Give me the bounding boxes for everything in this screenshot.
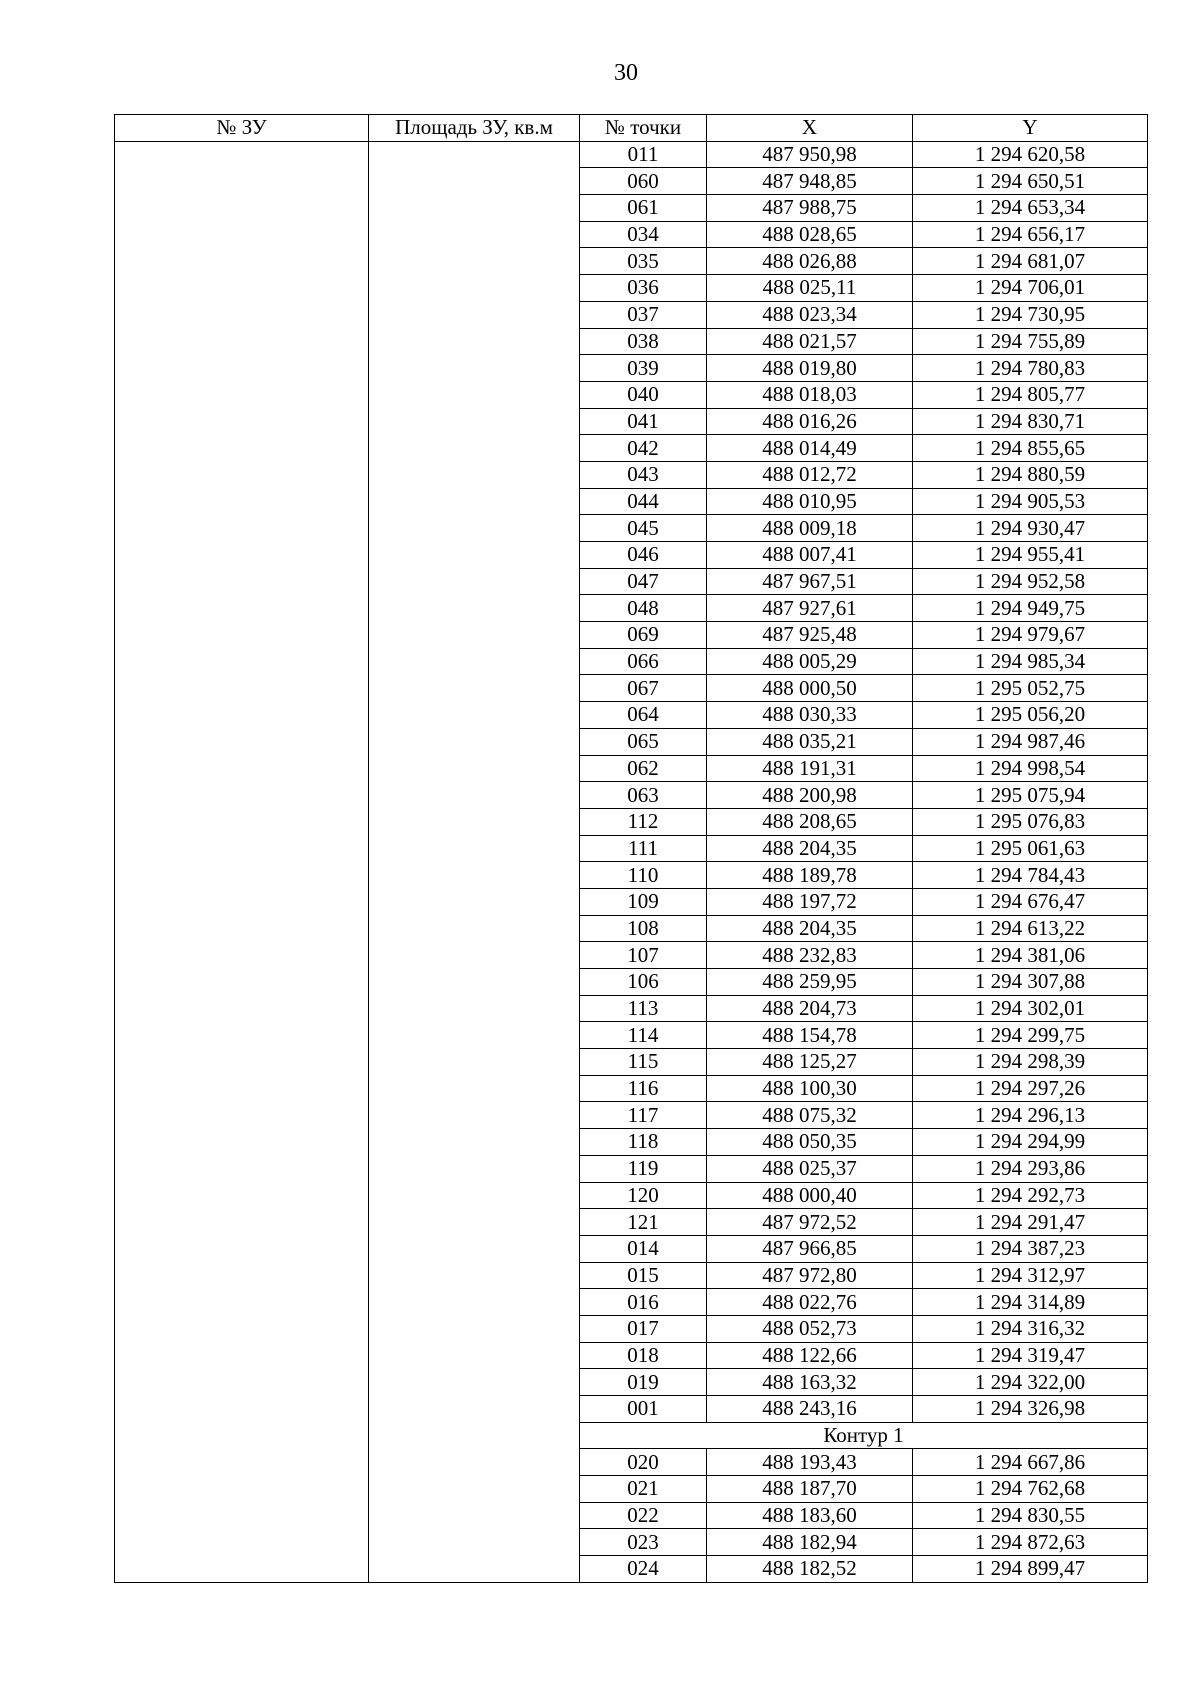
point-number-cell: 015 bbox=[580, 1262, 707, 1289]
point-number-cell: 039 bbox=[580, 355, 707, 382]
point-number-cell: 067 bbox=[580, 675, 707, 702]
point-number-cell: 001 bbox=[580, 1396, 707, 1423]
y-coordinate-cell: 1 294 730,95 bbox=[913, 301, 1148, 328]
y-coordinate-cell: 1 294 656,17 bbox=[913, 221, 1148, 248]
y-coordinate-cell: 1 294 653,34 bbox=[913, 195, 1148, 222]
y-coordinate-cell: 1 294 293,86 bbox=[913, 1155, 1148, 1182]
x-coordinate-cell: 487 950,98 bbox=[707, 141, 913, 168]
point-number-cell: 040 bbox=[580, 381, 707, 408]
x-coordinate-cell: 488 208,65 bbox=[707, 808, 913, 835]
x-coordinate-cell: 488 000,50 bbox=[707, 675, 913, 702]
x-coordinate-cell: 488 154,78 bbox=[707, 1022, 913, 1049]
y-coordinate-cell: 1 294 322,00 bbox=[913, 1369, 1148, 1396]
point-number-cell: 046 bbox=[580, 542, 707, 569]
y-coordinate-cell: 1 294 620,58 bbox=[913, 141, 1148, 168]
y-coordinate-cell: 1 294 872,63 bbox=[913, 1529, 1148, 1556]
point-number-cell: 035 bbox=[580, 248, 707, 275]
y-coordinate-cell: 1 294 307,88 bbox=[913, 969, 1148, 996]
x-coordinate-cell: 488 100,30 bbox=[707, 1075, 913, 1102]
page-number: 30 bbox=[614, 60, 638, 86]
x-coordinate-cell: 488 052,73 bbox=[707, 1315, 913, 1342]
x-coordinate-cell: 488 014,49 bbox=[707, 435, 913, 462]
plot-number-cell bbox=[115, 141, 369, 1582]
point-number-cell: 116 bbox=[580, 1075, 707, 1102]
point-number-cell: 065 bbox=[580, 728, 707, 755]
x-coordinate-cell: 488 026,88 bbox=[707, 248, 913, 275]
y-coordinate-cell: 1 294 979,67 bbox=[913, 622, 1148, 649]
x-coordinate-cell: 488 018,03 bbox=[707, 381, 913, 408]
y-coordinate-cell: 1 295 056,20 bbox=[913, 702, 1148, 729]
table-header-row bbox=[115, 115, 1148, 142]
y-coordinate-cell: 1 294 314,89 bbox=[913, 1289, 1148, 1316]
x-coordinate-cell: 488 023,34 bbox=[707, 301, 913, 328]
y-coordinate-cell: 1 294 667,86 bbox=[913, 1449, 1148, 1476]
point-number-cell: 108 bbox=[580, 915, 707, 942]
y-coordinate-cell: 1 294 987,46 bbox=[913, 728, 1148, 755]
y-coordinate-cell: 1 294 998,54 bbox=[913, 755, 1148, 782]
section-label: Контур 1 bbox=[580, 1422, 1148, 1449]
y-coordinate-cell: 1 294 985,34 bbox=[913, 648, 1148, 675]
table-row bbox=[115, 141, 1148, 168]
y-coordinate-cell: 1 294 805,77 bbox=[913, 381, 1148, 408]
y-coordinate-cell: 1 294 294,99 bbox=[913, 1129, 1148, 1156]
point-number-cell: 062 bbox=[580, 755, 707, 782]
y-coordinate-cell: 1 294 830,55 bbox=[913, 1502, 1148, 1529]
x-coordinate-cell: 487 988,75 bbox=[707, 195, 913, 222]
point-number-cell: 021 bbox=[580, 1476, 707, 1503]
y-coordinate-cell: 1 294 762,68 bbox=[913, 1476, 1148, 1503]
y-coordinate-cell: 1 295 076,83 bbox=[913, 808, 1148, 835]
point-number-cell: 020 bbox=[580, 1449, 707, 1476]
x-coordinate-cell: 488 025,37 bbox=[707, 1155, 913, 1182]
point-number-cell: 066 bbox=[580, 648, 707, 675]
x-coordinate-cell: 487 948,85 bbox=[707, 168, 913, 195]
point-number-cell: 018 bbox=[580, 1342, 707, 1369]
x-coordinate-cell: 487 967,51 bbox=[707, 568, 913, 595]
x-coordinate-cell: 488 025,11 bbox=[707, 275, 913, 302]
point-number-cell: 019 bbox=[580, 1369, 707, 1396]
x-coordinate-cell: 488 021,57 bbox=[707, 328, 913, 355]
point-number-cell: 112 bbox=[580, 808, 707, 835]
x-coordinate-cell: 488 193,43 bbox=[707, 1449, 913, 1476]
point-number-cell: 042 bbox=[580, 435, 707, 462]
y-coordinate-cell: 1 294 312,97 bbox=[913, 1262, 1148, 1289]
y-coordinate-cell: 1 294 681,07 bbox=[913, 248, 1148, 275]
point-number-cell: 047 bbox=[580, 568, 707, 595]
x-coordinate-cell: 488 007,41 bbox=[707, 542, 913, 569]
point-number-cell: 110 bbox=[580, 862, 707, 889]
x-coordinate-cell: 488 204,35 bbox=[707, 835, 913, 862]
x-coordinate-cell: 487 925,48 bbox=[707, 622, 913, 649]
point-number-cell: 113 bbox=[580, 995, 707, 1022]
header-plot-number: № ЗУ bbox=[115, 115, 369, 142]
y-coordinate-cell: 1 294 387,23 bbox=[913, 1235, 1148, 1262]
x-coordinate-cell: 487 927,61 bbox=[707, 595, 913, 622]
point-number-cell: 023 bbox=[580, 1529, 707, 1556]
point-number-cell: 044 bbox=[580, 488, 707, 515]
point-number-cell: 016 bbox=[580, 1289, 707, 1316]
point-number-cell: 115 bbox=[580, 1049, 707, 1076]
y-coordinate-cell: 1 294 949,75 bbox=[913, 595, 1148, 622]
x-coordinate-cell: 488 122,66 bbox=[707, 1342, 913, 1369]
point-number-cell: 038 bbox=[580, 328, 707, 355]
x-coordinate-cell: 488 035,21 bbox=[707, 728, 913, 755]
x-coordinate-cell: 488 010,95 bbox=[707, 488, 913, 515]
x-coordinate-cell: 488 259,95 bbox=[707, 969, 913, 996]
point-number-cell: 011 bbox=[580, 141, 707, 168]
x-coordinate-cell: 488 000,40 bbox=[707, 1182, 913, 1209]
x-coordinate-cell: 488 204,73 bbox=[707, 995, 913, 1022]
x-coordinate-cell: 487 972,52 bbox=[707, 1209, 913, 1236]
y-coordinate-cell: 1 294 755,89 bbox=[913, 328, 1148, 355]
point-number-cell: 061 bbox=[580, 195, 707, 222]
x-coordinate-cell: 488 163,32 bbox=[707, 1369, 913, 1396]
point-number-cell: 024 bbox=[580, 1556, 707, 1583]
y-coordinate-cell: 1 294 298,39 bbox=[913, 1049, 1148, 1076]
x-coordinate-cell: 488 182,94 bbox=[707, 1529, 913, 1556]
y-coordinate-cell: 1 294 784,43 bbox=[913, 862, 1148, 889]
x-coordinate-cell: 488 189,78 bbox=[707, 862, 913, 889]
y-coordinate-cell: 1 294 706,01 bbox=[913, 275, 1148, 302]
x-coordinate-cell: 488 030,33 bbox=[707, 702, 913, 729]
x-coordinate-cell: 488 197,72 bbox=[707, 888, 913, 915]
point-number-cell: 064 bbox=[580, 702, 707, 729]
x-coordinate-cell: 488 022,76 bbox=[707, 1289, 913, 1316]
x-coordinate-cell: 488 019,80 bbox=[707, 355, 913, 382]
point-number-cell: 063 bbox=[580, 782, 707, 809]
y-coordinate-cell: 1 294 291,47 bbox=[913, 1209, 1148, 1236]
point-number-cell: 034 bbox=[580, 221, 707, 248]
y-coordinate-cell: 1 294 297,26 bbox=[913, 1075, 1148, 1102]
y-coordinate-cell: 1 294 880,59 bbox=[913, 461, 1148, 488]
x-coordinate-cell: 488 200,98 bbox=[707, 782, 913, 809]
y-coordinate-cell: 1 294 613,22 bbox=[913, 915, 1148, 942]
y-coordinate-cell: 1 294 302,01 bbox=[913, 995, 1148, 1022]
y-coordinate-cell: 1 294 292,73 bbox=[913, 1182, 1148, 1209]
x-coordinate-cell: 488 243,16 bbox=[707, 1396, 913, 1423]
x-coordinate-cell: 488 125,27 bbox=[707, 1049, 913, 1076]
point-number-cell: 121 bbox=[580, 1209, 707, 1236]
y-coordinate-cell: 1 294 930,47 bbox=[913, 515, 1148, 542]
point-number-cell: 119 bbox=[580, 1155, 707, 1182]
point-number-cell: 111 bbox=[580, 835, 707, 862]
x-coordinate-cell: 488 191,31 bbox=[707, 755, 913, 782]
x-coordinate-cell: 488 204,35 bbox=[707, 915, 913, 942]
y-coordinate-cell: 1 294 955,41 bbox=[913, 542, 1148, 569]
point-number-cell: 043 bbox=[580, 461, 707, 488]
y-coordinate-cell: 1 294 830,71 bbox=[913, 408, 1148, 435]
header-plot-area: Площадь ЗУ, кв.м bbox=[369, 115, 580, 142]
point-number-cell: 060 bbox=[580, 168, 707, 195]
x-coordinate-cell: 488 028,65 bbox=[707, 221, 913, 248]
coordinates-table-body bbox=[115, 141, 1148, 1582]
y-coordinate-cell: 1 295 075,94 bbox=[913, 782, 1148, 809]
x-coordinate-cell: 487 972,80 bbox=[707, 1262, 913, 1289]
point-number-cell: 014 bbox=[580, 1235, 707, 1262]
point-number-cell: 118 bbox=[580, 1129, 707, 1156]
point-number-cell: 022 bbox=[580, 1502, 707, 1529]
y-coordinate-cell: 1 294 899,47 bbox=[913, 1556, 1148, 1583]
y-coordinate-cell: 1 295 061,63 bbox=[913, 835, 1148, 862]
y-coordinate-cell: 1 294 905,53 bbox=[913, 488, 1148, 515]
point-number-cell: 069 bbox=[580, 622, 707, 649]
point-number-cell: 107 bbox=[580, 942, 707, 969]
x-coordinate-cell: 488 009,18 bbox=[707, 515, 913, 542]
plot-area-cell bbox=[369, 141, 580, 1582]
x-coordinate-cell: 488 050,35 bbox=[707, 1129, 913, 1156]
x-coordinate-cell: 488 012,72 bbox=[707, 461, 913, 488]
y-coordinate-cell: 1 294 780,83 bbox=[913, 355, 1148, 382]
y-coordinate-cell: 1 294 319,47 bbox=[913, 1342, 1148, 1369]
point-number-cell: 109 bbox=[580, 888, 707, 915]
y-coordinate-cell: 1 295 052,75 bbox=[913, 675, 1148, 702]
y-coordinate-cell: 1 294 855,65 bbox=[913, 435, 1148, 462]
point-number-cell: 120 bbox=[580, 1182, 707, 1209]
y-coordinate-cell: 1 294 316,32 bbox=[913, 1315, 1148, 1342]
x-coordinate-cell: 488 232,83 bbox=[707, 942, 913, 969]
y-coordinate-cell: 1 294 381,06 bbox=[913, 942, 1148, 969]
x-coordinate-cell: 488 182,52 bbox=[707, 1556, 913, 1583]
x-coordinate-cell: 488 016,26 bbox=[707, 408, 913, 435]
point-number-cell: 017 bbox=[580, 1315, 707, 1342]
header-y: Y bbox=[913, 115, 1148, 142]
point-number-cell: 114 bbox=[580, 1022, 707, 1049]
x-coordinate-cell: 488 187,70 bbox=[707, 1476, 913, 1503]
coordinates-table bbox=[114, 114, 1148, 1583]
x-coordinate-cell: 488 005,29 bbox=[707, 648, 913, 675]
y-coordinate-cell: 1 294 650,51 bbox=[913, 168, 1148, 195]
header-point-number: № точки bbox=[580, 115, 707, 142]
y-coordinate-cell: 1 294 676,47 bbox=[913, 888, 1148, 915]
x-coordinate-cell: 488 075,32 bbox=[707, 1102, 913, 1129]
y-coordinate-cell: 1 294 326,98 bbox=[913, 1396, 1148, 1423]
point-number-cell: 048 bbox=[580, 595, 707, 622]
point-number-cell: 117 bbox=[580, 1102, 707, 1129]
point-number-cell: 036 bbox=[580, 275, 707, 302]
x-coordinate-cell: 488 183,60 bbox=[707, 1502, 913, 1529]
point-number-cell: 041 bbox=[580, 408, 707, 435]
y-coordinate-cell: 1 294 299,75 bbox=[913, 1022, 1148, 1049]
header-x: X bbox=[707, 115, 913, 142]
y-coordinate-cell: 1 294 952,58 bbox=[913, 568, 1148, 595]
point-number-cell: 037 bbox=[580, 301, 707, 328]
point-number-cell: 106 bbox=[580, 969, 707, 996]
x-coordinate-cell: 487 966,85 bbox=[707, 1235, 913, 1262]
y-coordinate-cell: 1 294 296,13 bbox=[913, 1102, 1148, 1129]
point-number-cell: 045 bbox=[580, 515, 707, 542]
